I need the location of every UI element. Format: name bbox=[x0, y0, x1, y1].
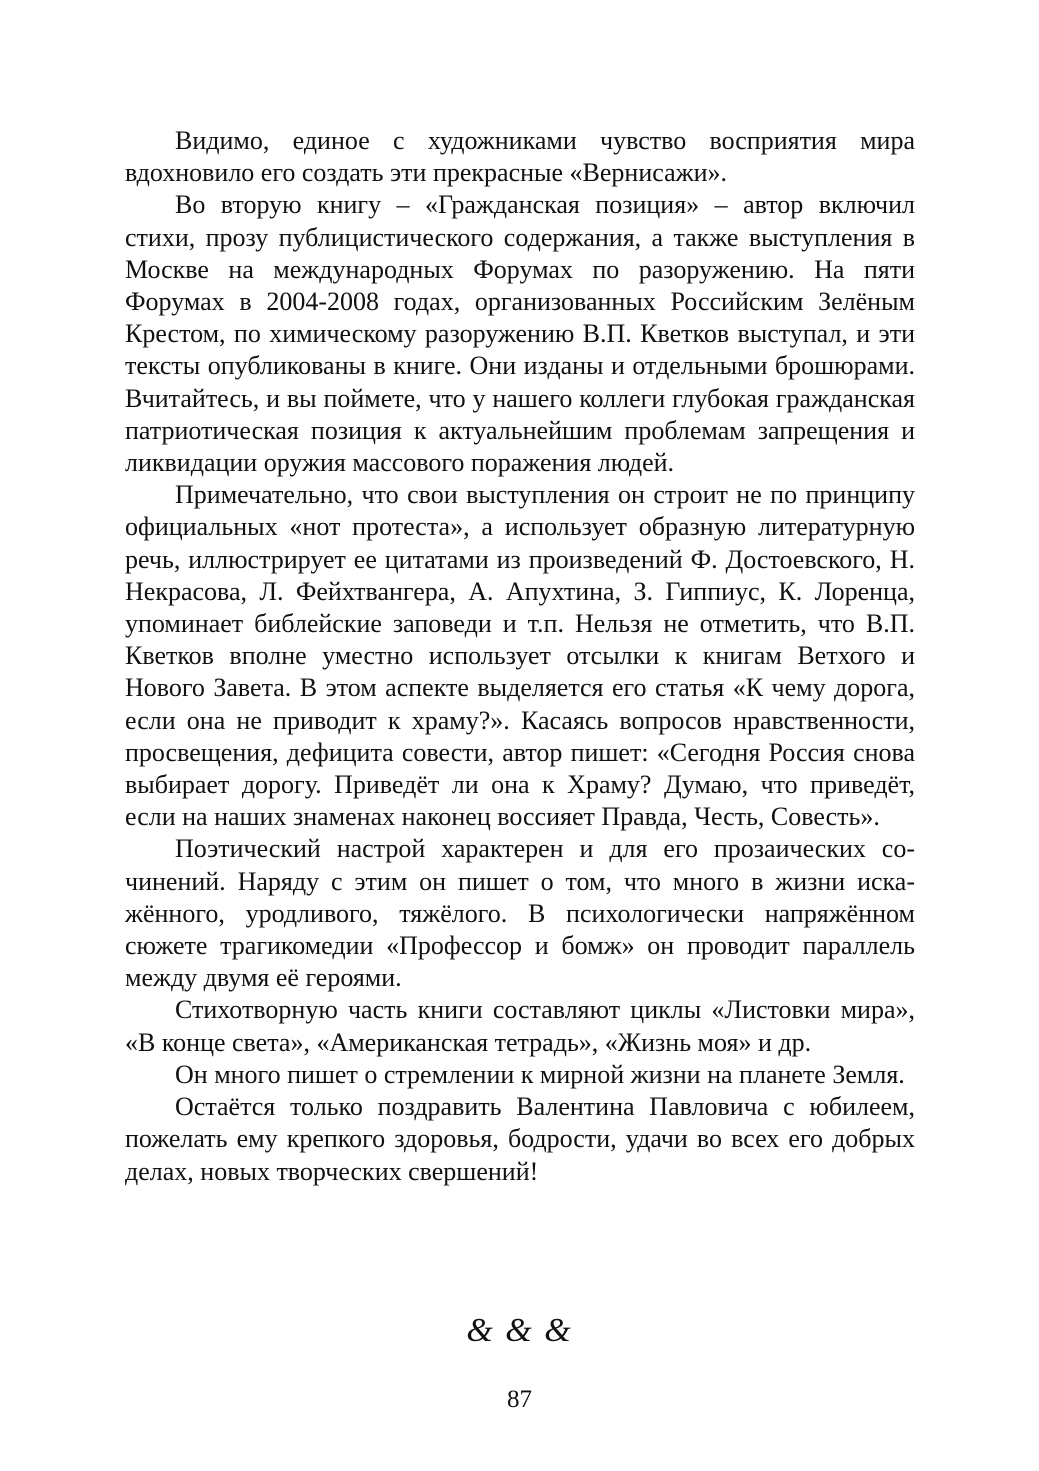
page-number: 87 bbox=[507, 1386, 532, 1413]
paragraph-4: Поэтический настрой характерен и для его прозаических сочинений. Наряду с этим он пишет о том, что много в жизни искажённого, уродливого, тяжёлого. В психологически напряжённом сюжете трагикомедии «Профессор и бомж» он проводит параллель между двумя её героями. bbox=[125, 834, 915, 993]
section-end-ornament: & & & bbox=[466, 1312, 573, 1349]
paragraph-2: Во вторую книгу – «Гражданская позиция» – автор включил стихи, прозу публицистического содержания, а также выступления в Москве на международных Форумах по разоружению. На пяти Форумах в 2004-2008 годах, организованных Российским Зелёным Крестом, по химическому разоружению В.П. Кветков выступал, и эти тексты опубликованы в книге. Они изданы и отдельными брошюрами. Вчитайтесь, и вы поймете, что у нашего коллеги глубокая гражданская патриотическая позиция к актуальнейшим проблемам запрещения и ликвидации оружия массового поражения людей. bbox=[125, 190, 915, 478]
page-body bbox=[125, 125, 915, 1188]
paragraph-3: Примечательно, что свои выступления он строит не по принципу официальных «нот протеста», а использует образную литературную речь, иллюстрирует ее цитатами из произведений Ф. Достоевского, Н. Некрасова, Л. Фейхтвангера, А. Апухтина, З. Гиппиус, К. Лоренца, упоминает библейские заповеди и т.п. Нельзя не отметить, что В.П. Кветков вполне уместно использует отсылки к книгам Ветхого и Нового Завета. В этом аспекте выделяется его статья «К чему дорога, если она не приводит к храму?». Касаясь вопросов нравственности, просвещения, дефицита совести, автор пишет: «Сегодня Россия снова выбирает дорогу. Приведёт ли она к Храму? Думаю, что приведёт, если на наших знаменах наконец воссияет Правда, Честь, Совесть». bbox=[125, 480, 915, 832]
paragraph-5: Стихотворную часть книги составляют циклы «Листовки мира», «В конце света», «Американская тетрадь», «Жизнь моя» и др. bbox=[125, 995, 915, 1057]
paragraph-6: Он много пишет о стремлении к мирной жизни на планете Земля. bbox=[175, 1059, 905, 1089]
paragraph-7: Остаётся только поздравить Валентина Павловича с юбилеем, пожелать ему крепкого здоровья, бодрости, удачи во всех его добрых делах, новых творческих свершений! bbox=[125, 1092, 915, 1186]
paragraph-1: Видимо, единое с художниками чувство восприятия мира вдохновило его создать эти прекрасные «Вернисажи». bbox=[125, 126, 915, 188]
